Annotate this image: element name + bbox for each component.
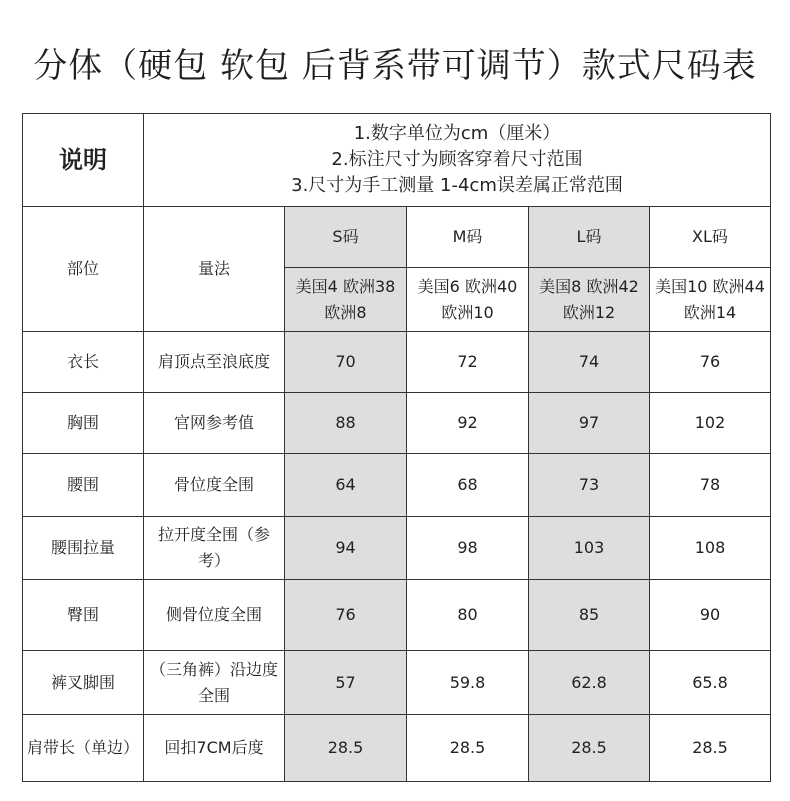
value-cell: 65.8 xyxy=(650,651,771,715)
value-cell: 28.5 xyxy=(650,715,771,782)
value-cell: 72 xyxy=(407,332,529,393)
table-row xyxy=(23,580,771,651)
value-cell: 76 xyxy=(650,332,771,393)
value-cell: 90 xyxy=(650,580,771,651)
value-cell: 59.8 xyxy=(407,651,529,715)
row-method: （三角裤）沿边度全围 xyxy=(144,651,285,715)
value-cell: 98 xyxy=(407,517,529,580)
value-cell: 88 xyxy=(285,393,407,454)
size-equivalent-line: 欧洲12 xyxy=(562,302,616,322)
size-name-m: M码 xyxy=(407,207,529,268)
size-equivalent-line: 欧洲8 xyxy=(324,302,367,322)
value-cell: 28.5 xyxy=(285,715,407,782)
size-equivalent-line: 美国10 欧洲44 xyxy=(655,276,765,296)
value-cell: 28.5 xyxy=(529,715,650,782)
part-header: 部位 xyxy=(23,207,144,332)
size-equivalent-s xyxy=(285,268,407,332)
row-method: 骨位度全围 xyxy=(144,454,285,517)
table-row xyxy=(23,651,771,715)
row-part: 衣长 xyxy=(23,332,144,393)
value-cell: 97 xyxy=(529,393,650,454)
row-method: 拉开度全围（参考） xyxy=(144,517,285,580)
value-cell: 94 xyxy=(285,517,407,580)
row-part: 裤叉脚围 xyxy=(23,651,144,715)
row-part: 胸围 xyxy=(23,393,144,454)
value-cell: 57 xyxy=(285,651,407,715)
size-name-l: L码 xyxy=(529,207,650,268)
row-method: 肩顶点至浪底度 xyxy=(144,332,285,393)
note-line: 3.尺寸为手工测量 1-4cm误差属正常范围 xyxy=(291,175,623,196)
row-part: 臀围 xyxy=(23,580,144,651)
size-equivalent-l xyxy=(529,268,650,332)
value-cell: 73 xyxy=(529,454,650,517)
value-cell: 64 xyxy=(285,454,407,517)
table-row xyxy=(23,517,771,580)
notes-row xyxy=(23,114,771,207)
size-chart-table xyxy=(22,113,771,782)
row-part: 腰围 xyxy=(23,454,144,517)
notes-cell xyxy=(144,114,771,207)
value-cell: 68 xyxy=(407,454,529,517)
value-cell: 62.8 xyxy=(529,651,650,715)
size-header-row xyxy=(23,207,771,268)
size-equivalent-line: 欧洲10 xyxy=(441,302,494,322)
row-method: 官网参考值 xyxy=(144,393,285,454)
size-equivalent-line: 欧洲14 xyxy=(683,302,737,322)
notes-label: 说明 xyxy=(23,114,144,207)
row-part: 肩带长（单边） xyxy=(23,715,144,782)
size-equivalent-m xyxy=(407,268,529,332)
table-row xyxy=(23,715,771,782)
size-name-xl: XL码 xyxy=(650,207,771,268)
row-method: 回扣7CM后度 xyxy=(144,715,285,782)
value-cell: 70 xyxy=(285,332,407,393)
value-cell: 76 xyxy=(285,580,407,651)
size-name-s: S码 xyxy=(285,207,407,268)
row-part: 腰围拉量 xyxy=(23,517,144,580)
value-cell: 28.5 xyxy=(407,715,529,782)
note-line: 1.数字单位为cm（厘米） xyxy=(353,123,561,144)
page-title: 分体（硬包 软包 后背系带可调节）款式尺码表 xyxy=(33,46,757,86)
value-cell: 103 xyxy=(529,517,650,580)
value-cell: 92 xyxy=(407,393,529,454)
value-cell: 80 xyxy=(407,580,529,651)
value-cell: 74 xyxy=(529,332,650,393)
table-row xyxy=(23,332,771,393)
size-equivalent-line: 美国6 欧洲40 xyxy=(417,276,518,296)
size-equivalent-xl xyxy=(650,268,771,332)
table-row xyxy=(23,393,771,454)
method-header: 量法 xyxy=(144,207,285,332)
note-line: 2.标注尺寸为顾客穿着尺寸范围 xyxy=(331,149,583,170)
value-cell: 102 xyxy=(650,393,771,454)
size-equivalent-line: 美国4 欧洲38 xyxy=(295,276,396,296)
value-cell: 108 xyxy=(650,517,771,580)
table-row xyxy=(23,454,771,517)
row-method: 侧骨位度全围 xyxy=(144,580,285,651)
value-cell: 85 xyxy=(529,580,650,651)
size-equivalent-line: 美国8 欧洲42 xyxy=(539,276,639,296)
value-cell: 78 xyxy=(650,454,771,517)
